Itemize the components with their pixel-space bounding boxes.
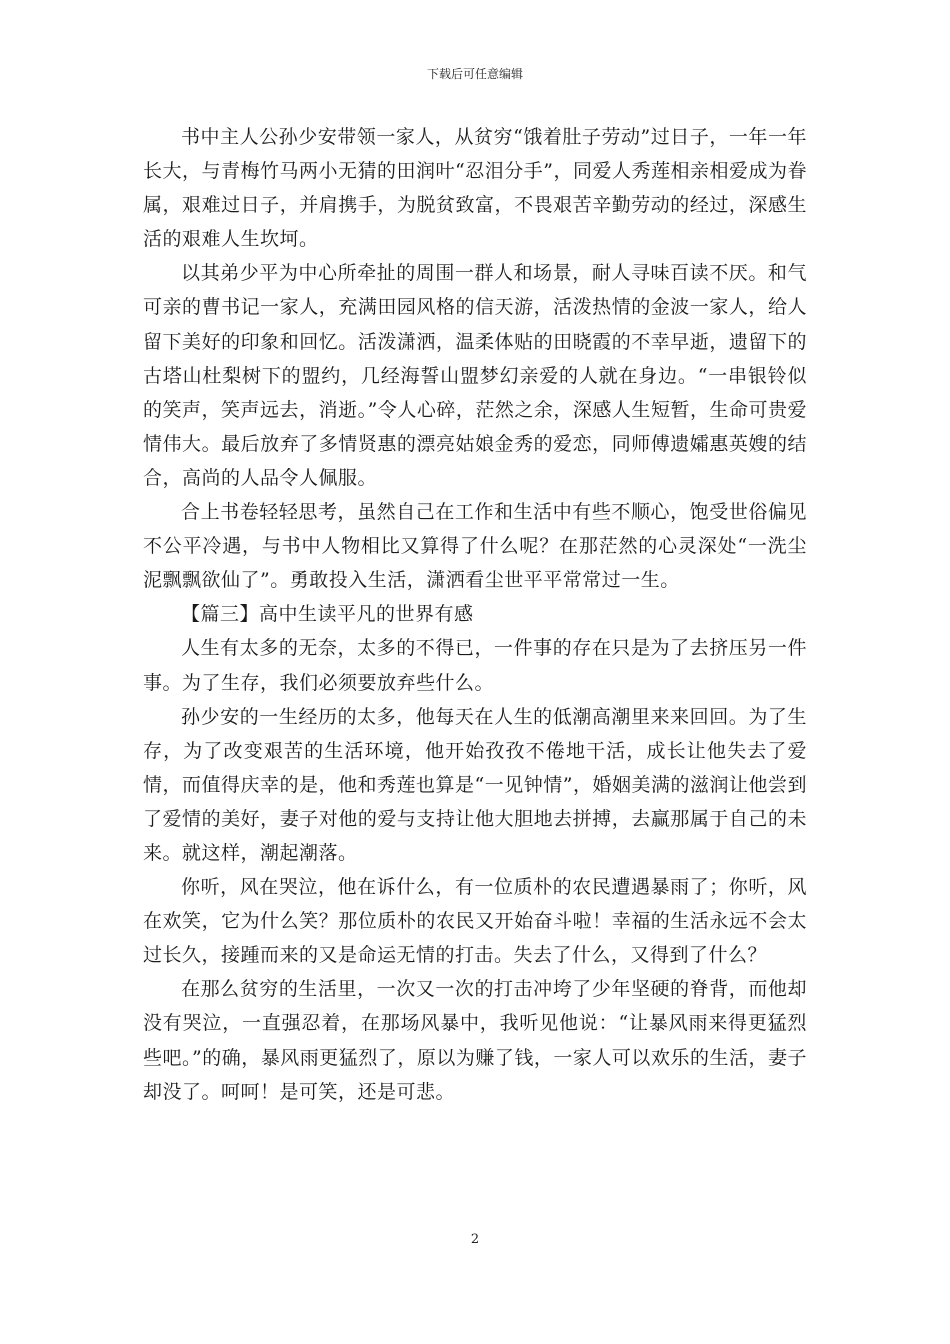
body-content — [143, 120, 807, 1109]
paragraph: 你听，风在哭泣，他在诉什么，有一位质朴的农民遭遇暴雨了；你听，风在欢笑，它为什么笑？那位质朴的农民又开始奋斗啦！幸福的生活永远不会太过长久，接踵而来的又是命运无情的打击。失去了什么，又得到了什么？ — [143, 876, 807, 967]
paragraph: 以其弟少平为中心所牵扯的周围一群人和场景，耐人寻味百读不厌。和气可亲的曹书记一家人，充满田园风格的信天游，活泼热情的金波一家人，给人留下美好的印象和回忆。活泼潇洒，温柔体贴的田晓霞的不幸早逝，遗留下的古塔山杜梨树下的盟约，几经海誓山盟梦幻亲爱的人就在身边。“一串银铃似的笑声，笑声远去，消逝。”令人心碎，茫然之余，深感人生短暂，生命可贵爱情伟大。最后放弃了多情贤惠的漂亮姑娘金秀的爱恋，同师傅遗孀惠英嫂的结合，高尚的人品令人佩服。 — [143, 262, 807, 489]
paragraph: 书中主人公孙少安带领一家人，从贫穷“饿着肚子劳动”过日子，一年一年长大，与青梅竹马两小无猜的田润叶“忍泪分手”，同爱人秀莲相亲相爱成为眷属，艰难过日子，并肩携手，为脱贫致富，不畏艰苦辛勤劳动的经过，深感生活的艰难人生坎坷。 — [143, 126, 807, 251]
paragraph: 孙少安的一生经历的太多，他每天在人生的低潮高潮里来来回回。为了生存，为了改变艰苦的生活环境，他开始孜孜不倦地干活，成长让他失去了爱情，而值得庆幸的是，他和秀莲也算是“一见钟情”，婚姻美满的滋润让他尝到了爱情的美好，妻子对他的爱与支持让他大胆地去拼搏，去赢那属于自己的未来。就这样，潮起潮落。 — [143, 705, 807, 864]
page-number: 2 — [470, 1232, 480, 1247]
paragraph: 在那么贫穷的生活里，一次又一次的打击冲垮了少年坚硬的脊背，而他却没有哭泣，一直强忍着，在那场风暴中，我听见他说：“让暴风雨来得更猛烈些吧。”的确，暴风雨更猛烈了，原以为赚了钱，一家人可以欢乐的生活，妻子却没了。呵呵！是可笑，还是可悲。 — [143, 978, 807, 1103]
page-header: 下载后可任意编辑 — [426, 67, 523, 81]
section-title: 【篇三】高中生读平凡的世界有感 — [181, 603, 474, 626]
paragraph: 合上书卷轻轻思考，虽然自己在工作和生活中有些不顺心，饱受世俗偏见不公平冷遇，与书中人物相比又算得了什么呢？在那茫然的心灵深处“一洗尘泥飘飘欲仙了”。勇敢投入生活，潇洒看尘世平平常常过一生。 — [143, 501, 807, 592]
paragraph: 人生有太多的无奈，太多的不得已，一件事的存在只是为了去挤压另一件事。为了生存，我们必须要放弃些什么。 — [143, 637, 807, 694]
